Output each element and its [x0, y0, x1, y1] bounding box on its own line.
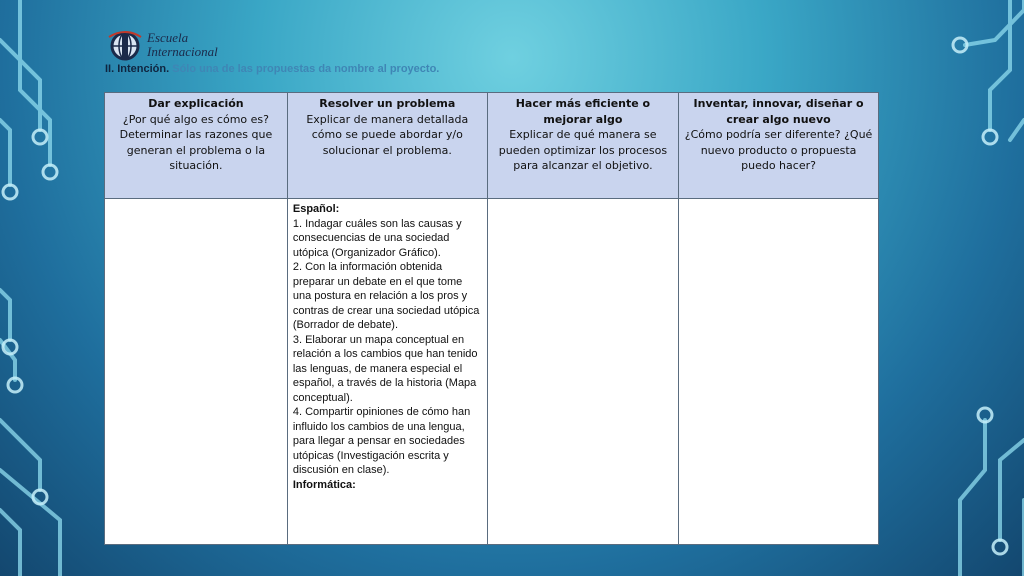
- body-cell-eficiente: [487, 199, 678, 545]
- body-cell-inventar: [679, 199, 879, 545]
- logo-line-1: Escuela: [147, 30, 189, 45]
- header-desc: ¿Por qué algo es cómo es? Determinar las razones que generan el problema o la situación.: [119, 112, 273, 172]
- header-title: Hacer más eficiente o mejorar algo: [515, 97, 651, 126]
- intent-label: II. Intención.: [105, 63, 170, 75]
- globe-logo-icon: [107, 29, 143, 63]
- intent-table: [104, 92, 879, 545]
- header-cell-explicacion: [105, 93, 288, 199]
- header-desc: ¿Cómo podría ser diferente? ¿Qué nuevo producto o propuesta puedo hacer?: [684, 128, 873, 172]
- header-title: Dar explicación: [148, 97, 244, 110]
- list-item: 4. Compartir opiniones de cómo han influido los cambios de una lengua, para llegar a pensar en sociedades utópicas (Investigación escrita y discusión en clase).: [292, 406, 471, 476]
- header-title: Inventar, innovar, diseñar o crear algo nuevo: [693, 97, 864, 126]
- body-cell-explicacion: [105, 199, 288, 545]
- intent-subtitle: Sólo una de las propuestas da nombre al proyecto.: [172, 63, 440, 75]
- table-body-row: [105, 199, 879, 545]
- header-cell-inventar: [679, 93, 879, 199]
- school-logo: [107, 29, 237, 63]
- espanol-steps: [293, 217, 482, 478]
- table-header-row: [105, 93, 879, 199]
- header-cell-resolver: [287, 93, 487, 199]
- logo-line-2: Internacional: [147, 44, 218, 59]
- header-desc: Explicar de manera detallada cómo se puede abordar y/o solucionar el problema.: [306, 112, 469, 157]
- header-title: Resolver un problema: [319, 97, 456, 110]
- header-desc: Explicar de qué manera se pueden optimizar los procesos para alcanzar el objetivo.: [498, 128, 668, 172]
- subject-informatica: Informática:: [292, 478, 356, 491]
- header-cell-eficiente: [487, 93, 678, 199]
- body-cell-resolver: [287, 199, 487, 545]
- subject-espanol: Español:: [292, 203, 340, 215]
- list-item: 1. Indagar cuáles son las causas y consecuencias de una sociedad utópica (Organizador Gráfico).: [292, 217, 462, 259]
- list-item: 2. Con la información obtenida preparar un debate en el que tome una postura en relación a los pros y contras de crear una sociedad utópica (Borrador de debate).: [292, 261, 480, 331]
- intent-heading: [105, 63, 439, 75]
- list-item: 3. Elaborar un mapa conceptual en relación a los cambios que han tenido las lenguas, de manera especial el español, a través de la historia (Mapa conceptual).: [292, 333, 478, 404]
